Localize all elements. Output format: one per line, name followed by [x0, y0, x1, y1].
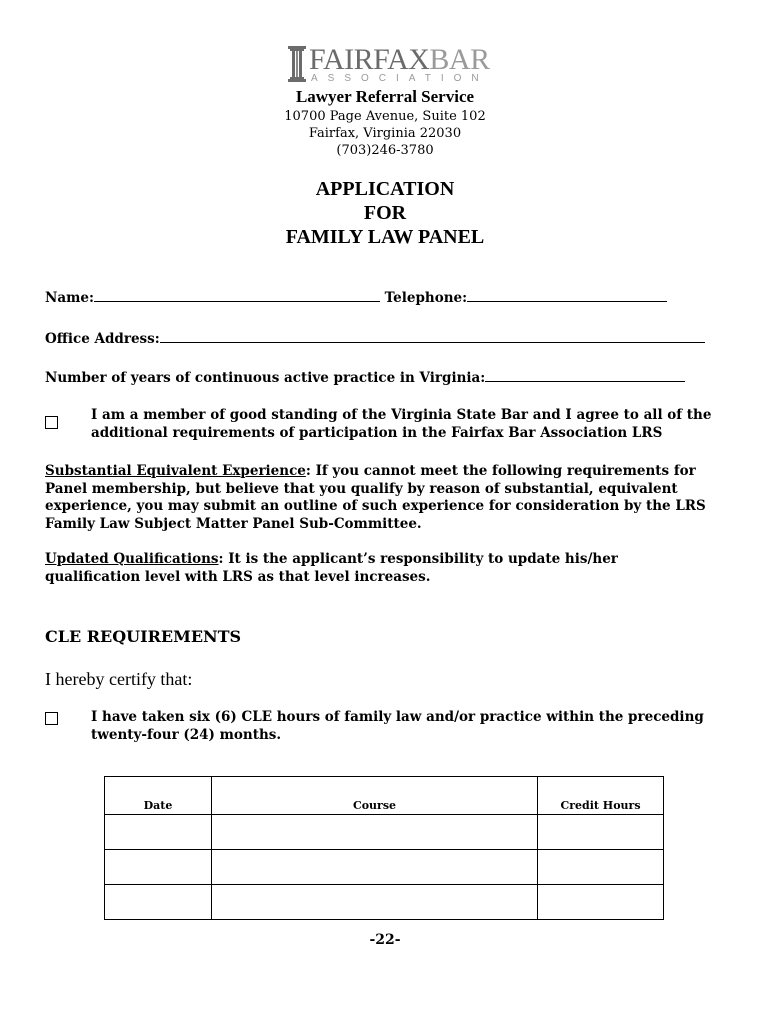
office-row: [45, 330, 705, 347]
telephone-label: Telephone:: [384, 290, 468, 306]
column-pillar-icon: [287, 44, 307, 84]
page-number: -22-: [369, 932, 401, 948]
name-field[interactable]: [94, 289, 380, 302]
address-line-1: 10700 Page Avenue, Suite 102: [284, 109, 486, 124]
fairfax-bar-logo: [287, 43, 490, 88]
years-row: [45, 369, 685, 386]
years-label: Number of years of continuous active practice in Virginia:: [45, 370, 486, 386]
logo-subtitle: ASSOCIATION: [311, 73, 489, 84]
updated-heading: Updated Qualifications: [45, 551, 219, 567]
member-statement: I am a member of good standing of the Virginia State Bar and I agree to all of the additional requirements of participation in the Fairfax Bar Association LRS: [91, 407, 712, 441]
table-row: [105, 885, 664, 920]
title-line-1: APPLICATION: [315, 178, 455, 200]
cle-heading: CLE REQUIREMENTS: [45, 627, 242, 646]
service-name: Lawyer Referral Service: [295, 87, 475, 106]
office-address-field[interactable]: [160, 330, 705, 343]
name-label: Name:: [45, 290, 94, 306]
table-row: [105, 850, 664, 885]
table-row: [105, 815, 664, 850]
course-cell[interactable]: [212, 850, 538, 885]
updated-text: : It is the applicant’s responsibility to update his/her qualification level with LRS as that level increases.: [45, 551, 618, 585]
header-course: Course: [212, 777, 538, 815]
years-field[interactable]: [485, 369, 685, 382]
logo-wordmark: FAIRFAXBAR: [309, 43, 490, 76]
telephone-field[interactable]: [467, 289, 667, 302]
member-checkbox[interactable]: [45, 416, 58, 429]
header-date: Date: [105, 777, 212, 815]
table-header-row: [105, 777, 664, 815]
phone-number: (703)246-3780: [336, 143, 434, 158]
date-cell[interactable]: [105, 815, 212, 850]
credit-hours-cell[interactable]: [538, 885, 664, 920]
course-cell[interactable]: [212, 885, 538, 920]
cle-statement: I have taken six (6) CLE hours of family law and/or practice within the preceding twenty-four (24) months.: [91, 709, 704, 743]
cle-table: [104, 776, 664, 920]
certify-statement: I hereby certify that:: [45, 669, 193, 689]
substantial-heading: Substantial Equivalent Experience: [45, 463, 306, 479]
substantial-text: : If you cannot meet the following requirements for Panel membership, but believe that you qualify by reason of substantial, equivalent experience, you may submit an outline of such experience for consideration by the LRS Family Law Subject Matter Panel Sub-Committee.: [45, 463, 706, 532]
substantial-paragraph: [45, 463, 735, 533]
course-cell[interactable]: [212, 815, 538, 850]
cle-checkbox[interactable]: [45, 712, 58, 725]
office-address-label: Office Address:: [45, 331, 160, 347]
address-line-2: Fairfax, Virginia 22030: [308, 126, 462, 141]
updated-paragraph: [45, 551, 665, 586]
credit-hours-cell[interactable]: [538, 815, 664, 850]
credit-hours-cell[interactable]: [538, 850, 664, 885]
date-cell[interactable]: [105, 885, 212, 920]
title-line-2: FOR: [363, 202, 407, 224]
date-cell[interactable]: [105, 850, 212, 885]
name-row: [45, 289, 667, 306]
header-credit-hours: Credit Hours: [538, 777, 664, 815]
title-line-3: FAMILY LAW PANEL: [285, 226, 485, 248]
